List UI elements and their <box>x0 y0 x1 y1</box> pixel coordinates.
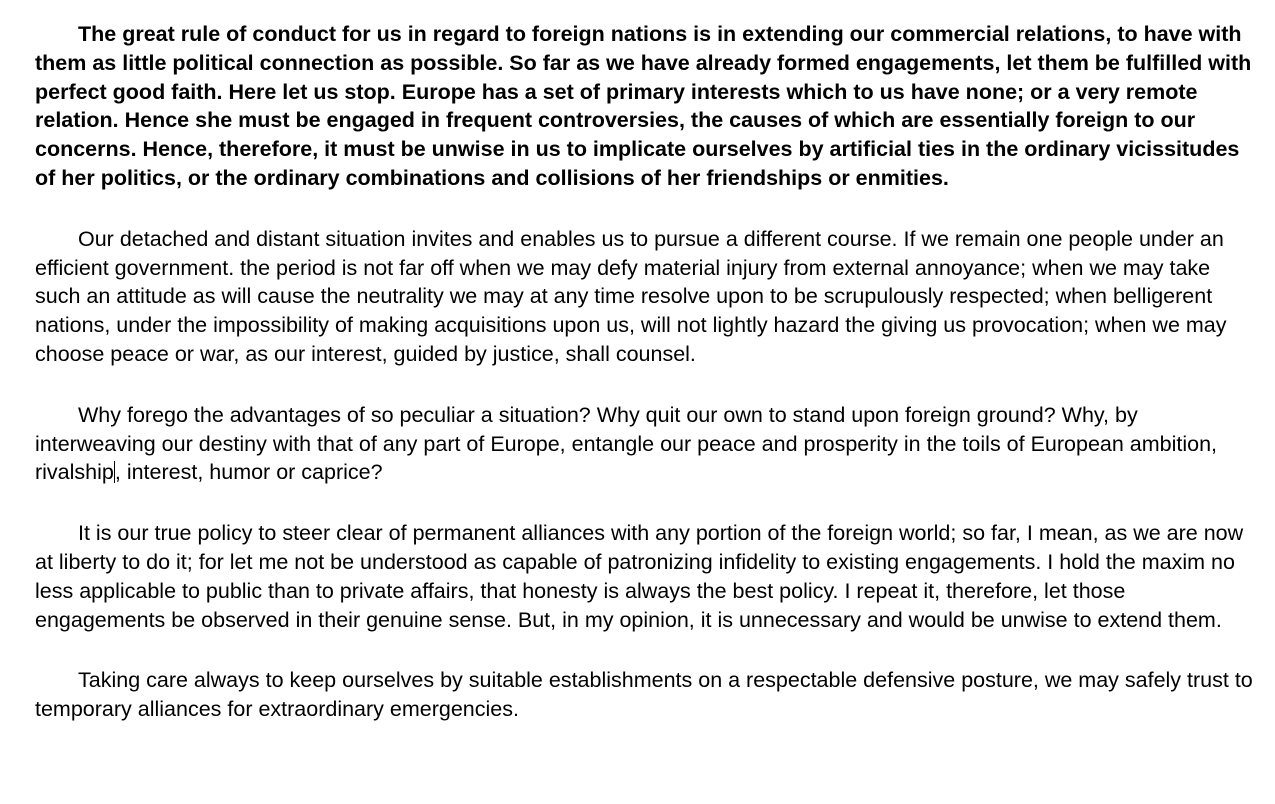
paragraph-4[interactable]: It is our true policy to steer clear of permanent alliances with any portion of the foreign world; so far, I mean, as we are now at liberty to do it; for let me not be understood as capable of patronizing infidelity to existing engagements. I hold the maxim no less applicable to public than to private affairs, that honesty is always the best policy. I repeat it, therefore, let those engagements be observed in their genuine sense. But, in my opinion, it is unnecessary and would be unwise to extend them. <box>35 521 1244 632</box>
paragraph-3[interactable] <box>35 401 1253 487</box>
paragraph-5[interactable]: Taking care always to keep ourselves by suitable establishments on a respectable defensive posture, we may safely trust to temporary alliances for extraordinary emergencies. <box>35 668 1253 722</box>
paragraph-1[interactable]: The great rule of conduct for us in regard to foreign nations is in extending our commercial relations, to have with them as little political connection as possible. So far as we have already formed engagements, let them be fulfilled with perfect good faith. Here let us stop. Europe has a set of primary interests which to us have none; or a very remote relation. Hence she must be engaged in frequent controversies, the causes of which are essentially foreign to our concerns. Hence, therefore, it must be unwise in us to implicate ourselves by artificial ties in the ordinary vicissitudes of her politics, or the ordinary combinations and collisions of her friendships or enmities. <box>35 22 1252 190</box>
paragraph-3-text-after-cursor[interactable]: , interest, humor or caprice? <box>114 460 383 485</box>
paragraph-3-text-before-cursor[interactable]: Why forego the advantages of so peculiar a situation? Why quit our own to stand upon foreign ground? Why, by interweaving our destiny with that of any part of Europe, entangle our peace and prosperity in the toils of European ambition, rivalship <box>35 402 1218 485</box>
paragraph-2[interactable]: Our detached and distant situation invites and enables us to pursue a different course. If we remain one people under an efficient government. the period is not far off when we may defy material injury from external annoyance; when we may take such an attitude as will cause the neutrality we may at any time resolve upon to be scrupulously respected; when belligerent nations, under the impossibility of making acquisitions upon us, will not lightly hazard the giving us provocation; when we may choose peace or war, as our interest, guided by justice, shall counsel. <box>35 226 1227 366</box>
document-body[interactable] <box>35 20 1253 756</box>
